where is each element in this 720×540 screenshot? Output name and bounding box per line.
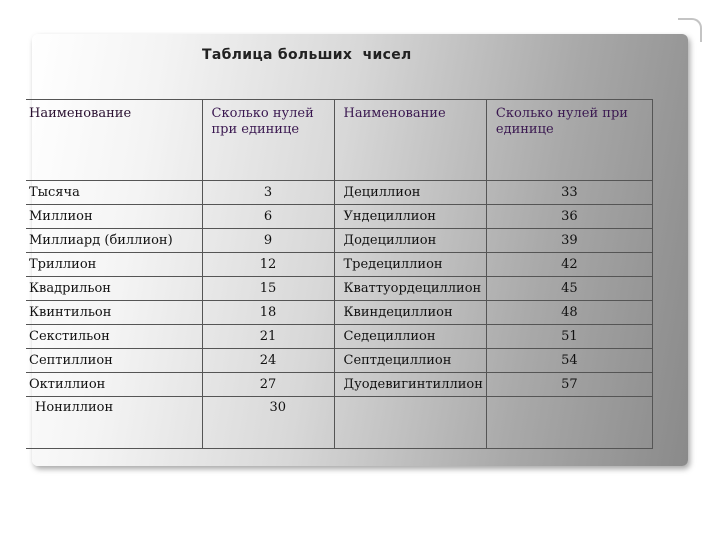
cell-zeros1: 15 xyxy=(202,277,334,301)
cell-zeros1: 3 xyxy=(202,181,334,205)
cell-name1: Секстильон xyxy=(26,325,202,349)
table-row xyxy=(26,325,652,349)
cell-zeros2: 33 xyxy=(486,181,652,205)
cell-name2: Дуодевигинтиллион xyxy=(334,373,486,397)
header-name-col1: Наименование xyxy=(26,100,202,181)
cell-zeros1: 27 xyxy=(202,373,334,397)
cell-zeros2 xyxy=(486,397,652,449)
cell-zeros1: 18 xyxy=(202,301,334,325)
cell-name1: Миллиард (биллион) xyxy=(26,229,202,253)
cell-name1: Квадрильон xyxy=(26,277,202,301)
cell-zeros1: 9 xyxy=(202,229,334,253)
table-row xyxy=(26,229,652,253)
table-row xyxy=(26,301,652,325)
cell-zeros2: 45 xyxy=(486,277,652,301)
cell-zeros1: 24 xyxy=(202,349,334,373)
cell-name1: Тысяча xyxy=(26,181,202,205)
cell-zeros1: 6 xyxy=(202,205,334,229)
cell-zeros2: 36 xyxy=(486,205,652,229)
table-header-row xyxy=(26,100,652,181)
cell-zeros1: 21 xyxy=(202,325,334,349)
table-row xyxy=(26,277,652,301)
cell-zeros2: 42 xyxy=(486,253,652,277)
cell-zeros1: 30 xyxy=(202,397,334,449)
table-row xyxy=(26,205,652,229)
cell-name2: Додециллион xyxy=(334,229,486,253)
cell-name2: Седециллион xyxy=(334,325,486,349)
cell-name2: Дециллион xyxy=(334,181,486,205)
header-zeros-col1: Сколько нулей при единице xyxy=(202,100,334,181)
cell-zeros2: 48 xyxy=(486,301,652,325)
cell-name2: Кваттуордециллион xyxy=(334,277,486,301)
cell-name2: Квиндециллион xyxy=(334,301,486,325)
cell-zeros1: 12 xyxy=(202,253,334,277)
table-row xyxy=(26,253,652,277)
cell-name1: Нониллион xyxy=(26,397,202,449)
cell-name2: Ундециллион xyxy=(334,205,486,229)
cell-zeros2: 57 xyxy=(486,373,652,397)
cell-name1: Октиллион xyxy=(26,373,202,397)
cell-name2: Тредециллион xyxy=(334,253,486,277)
table-row xyxy=(26,181,652,205)
cell-name2 xyxy=(334,397,486,449)
cell-name1: Септиллион xyxy=(26,349,202,373)
table-row xyxy=(26,349,652,373)
cell-zeros2: 39 xyxy=(486,229,652,253)
big-numbers-table xyxy=(26,99,653,449)
cell-name1: Триллион xyxy=(26,253,202,277)
header-name-col2: Наименование xyxy=(334,100,486,181)
cell-name2: Септдециллион xyxy=(334,349,486,373)
cell-name1: Миллион xyxy=(26,205,202,229)
table-row xyxy=(26,397,652,449)
cell-name1: Квинтильон xyxy=(26,301,202,325)
slide-title: Таблица больших чисел xyxy=(202,47,412,63)
cell-zeros2: 51 xyxy=(486,325,652,349)
header-zeros-col2: Сколько нулей при единице xyxy=(486,100,652,181)
table-row xyxy=(26,373,652,397)
cell-zeros2: 54 xyxy=(486,349,652,373)
